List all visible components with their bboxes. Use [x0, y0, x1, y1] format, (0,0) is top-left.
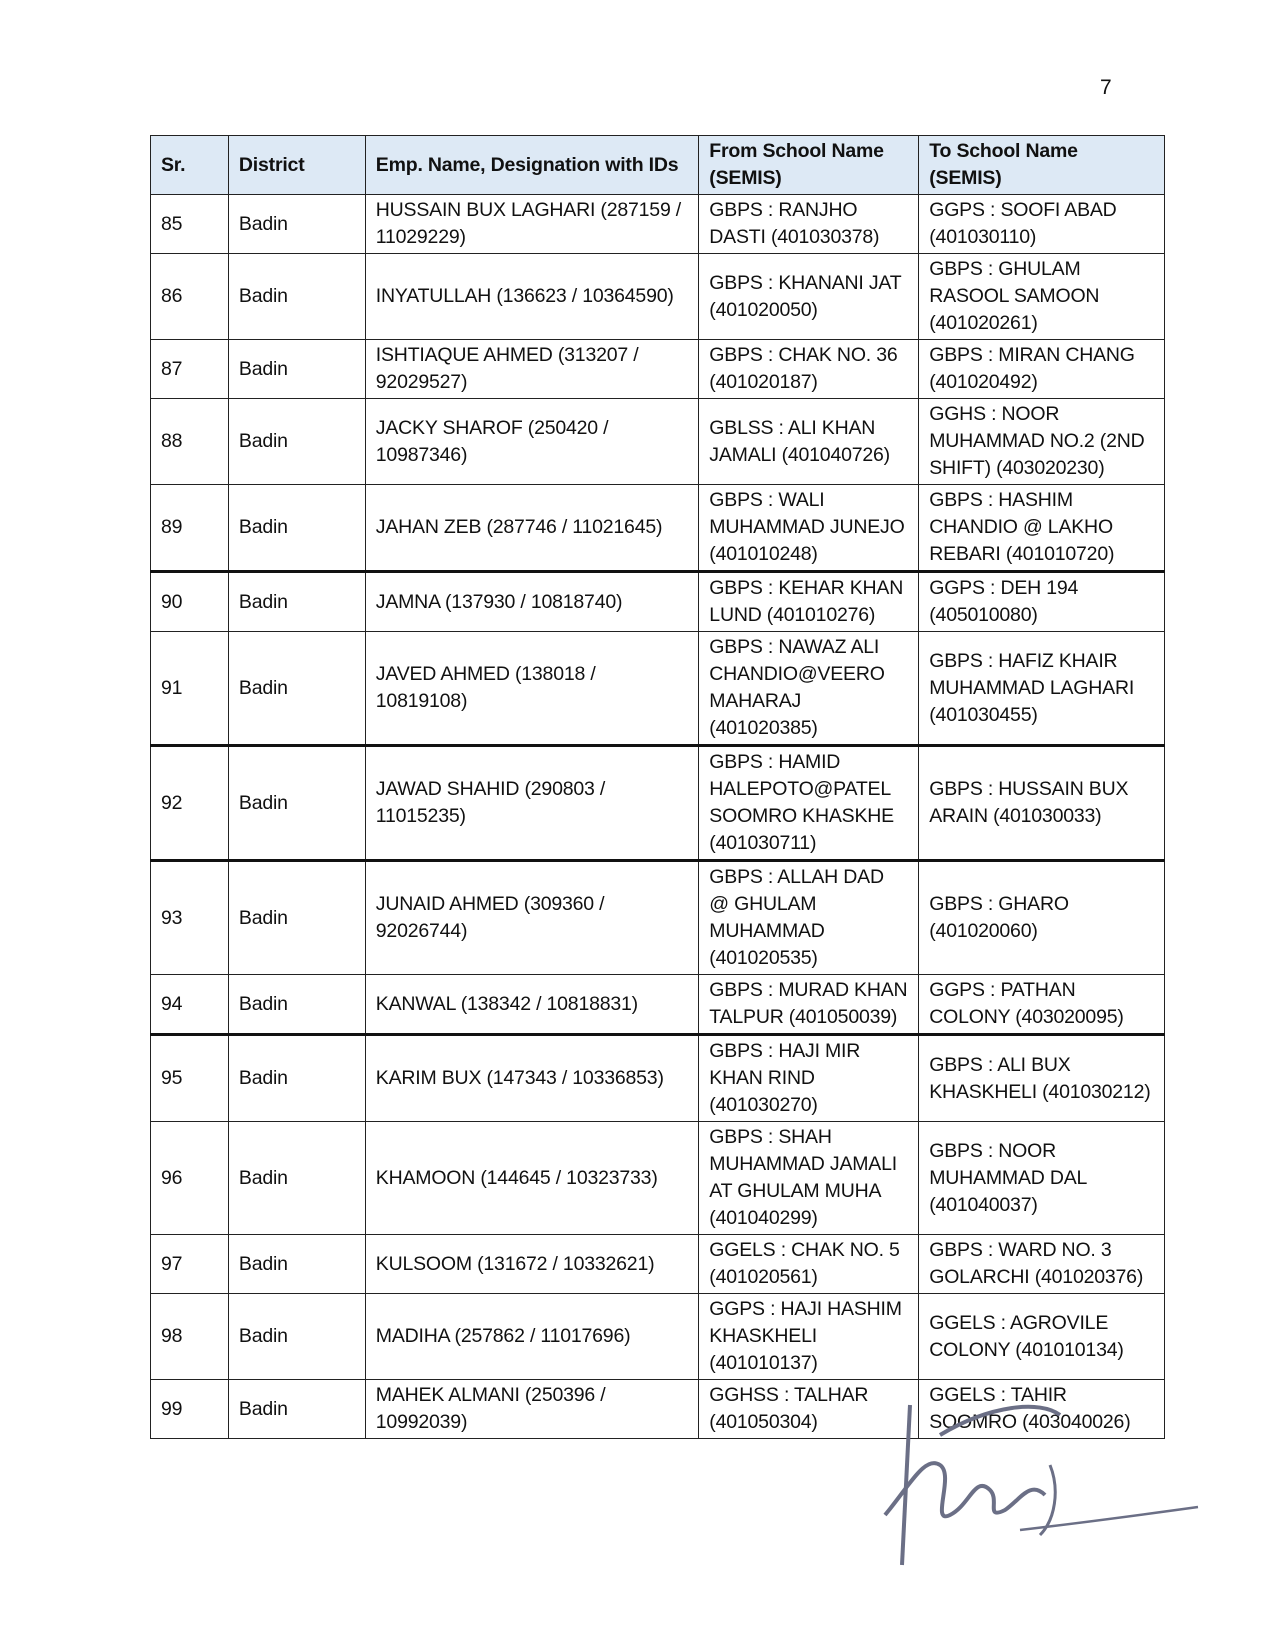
table-row — [151, 1035, 1165, 1122]
cell-to-school: GBPS : GHULAM RASOOL SAMOON (401020261) — [919, 254, 1165, 340]
cell-from-school: GBPS : HAMID HALEPOTO@PATEL SOOMRO KHASKHE (401030711) — [699, 746, 919, 861]
cell-sr: 91 — [151, 632, 229, 746]
cell-employee: MADIHA (257862 / 11017696) — [365, 1294, 699, 1380]
cell-sr: 89 — [151, 485, 229, 572]
cell-district: Badin — [228, 975, 365, 1035]
cell-to-school: GBPS : WARD NO. 3 GOLARCHI (401020376) — [919, 1235, 1165, 1294]
cell-employee: JAMNA (137930 / 10818740) — [365, 572, 699, 632]
transfer-table — [150, 135, 1165, 1439]
cell-to-school: GGPS : DEH 194 (405010080) — [919, 572, 1165, 632]
cell-sr: 97 — [151, 1235, 229, 1294]
cell-from-school: GBPS : WALI MUHAMMAD JUNEJO (401010248) — [699, 485, 919, 572]
cell-from-school: GGHSS : TALHAR (401050304) — [699, 1380, 919, 1439]
cell-sr: 96 — [151, 1122, 229, 1235]
header-district: District — [228, 136, 365, 195]
cell-district: Badin — [228, 746, 365, 861]
cell-sr: 98 — [151, 1294, 229, 1380]
cell-from-school: GBLSS : ALI KHAN JAMALI (401040726) — [699, 399, 919, 485]
table-row — [151, 632, 1165, 746]
cell-to-school: GGELS : AGROVILE COLONY (401010134) — [919, 1294, 1165, 1380]
cell-district: Badin — [228, 485, 365, 572]
cell-to-school: GGHS : NOOR MUHAMMAD NO.2 (2ND SHIFT) (403020230) — [919, 399, 1165, 485]
table-row — [151, 861, 1165, 975]
table-row — [151, 572, 1165, 632]
cell-from-school: GGELS : CHAK NO. 5 (401020561) — [699, 1235, 919, 1294]
cell-sr: 93 — [151, 861, 229, 975]
table-row — [151, 975, 1165, 1035]
cell-to-school: GGPS : PATHAN COLONY (403020095) — [919, 975, 1165, 1035]
cell-sr: 99 — [151, 1380, 229, 1439]
cell-employee: JACKY SHAROF (250420 / 10987346) — [365, 399, 699, 485]
cell-to-school: GBPS : ALI BUX KHASKHELI (401030212) — [919, 1035, 1165, 1122]
cell-district: Badin — [228, 399, 365, 485]
cell-district: Badin — [228, 195, 365, 254]
cell-employee: ISHTIAQUE AHMED (313207 / 92029527) — [365, 340, 699, 399]
cell-employee: KULSOOM (131672 / 10332621) — [365, 1235, 699, 1294]
cell-sr: 94 — [151, 975, 229, 1035]
table-row — [151, 1380, 1165, 1439]
table-row — [151, 746, 1165, 861]
cell-employee: MAHEK ALMANI (250396 / 10992039) — [365, 1380, 699, 1439]
header-to-school: To School Name (SEMIS) — [919, 136, 1165, 195]
cell-employee: HUSSAIN BUX LAGHARI (287159 / 11029229) — [365, 195, 699, 254]
cell-from-school: GBPS : KHANANI JAT (401020050) — [699, 254, 919, 340]
cell-employee: JAWAD SHAHID (290803 / 11015235) — [365, 746, 699, 861]
header-sr: Sr. — [151, 136, 229, 195]
cell-to-school: GBPS : HAFIZ KHAIR MUHAMMAD LAGHARI (401030455) — [919, 632, 1165, 746]
table-row — [151, 1235, 1165, 1294]
cell-district: Badin — [228, 632, 365, 746]
cell-to-school: GGELS : TAHIR SOOMRO (403040026) — [919, 1380, 1165, 1439]
cell-sr: 95 — [151, 1035, 229, 1122]
table-row — [151, 1294, 1165, 1380]
cell-sr: 92 — [151, 746, 229, 861]
header-employee: Emp. Name, Designation with IDs — [365, 136, 699, 195]
cell-to-school: GBPS : MIRAN CHANG (401020492) — [919, 340, 1165, 399]
cell-employee: KHAMOON (144645 / 10323733) — [365, 1122, 699, 1235]
table-row — [151, 340, 1165, 399]
cell-employee: JAVED AHMED (138018 / 10819108) — [365, 632, 699, 746]
cell-employee: JUNAID AHMED (309360 / 92026744) — [365, 861, 699, 975]
page-number: 7 — [1100, 76, 1112, 99]
header-from-school: From School Name (SEMIS) — [699, 136, 919, 195]
cell-from-school: GGPS : HAJI HASHIM KHASKHELI (401010137) — [699, 1294, 919, 1380]
cell-district: Badin — [228, 1122, 365, 1235]
cell-from-school: GBPS : SHAH MUHAMMAD JAMALI AT GHULAM MUHA (401040299) — [699, 1122, 919, 1235]
cell-district: Badin — [228, 1294, 365, 1380]
table-row — [151, 254, 1165, 340]
cell-from-school: GBPS : HAJI MIR KHAN RIND (401030270) — [699, 1035, 919, 1122]
table-row — [151, 1122, 1165, 1235]
cell-sr: 87 — [151, 340, 229, 399]
cell-district: Badin — [228, 1035, 365, 1122]
cell-employee: INYATULLAH (136623 / 10364590) — [365, 254, 699, 340]
cell-district: Badin — [228, 340, 365, 399]
cell-district: Badin — [228, 861, 365, 975]
cell-to-school: GGPS : SOOFI ABAD (401030110) — [919, 195, 1165, 254]
cell-from-school: GBPS : CHAK NO. 36 (401020187) — [699, 340, 919, 399]
cell-to-school: GBPS : HUSSAIN BUX ARAIN (401030033) — [919, 746, 1165, 861]
cell-employee: KARIM BUX (147343 / 10336853) — [365, 1035, 699, 1122]
cell-employee: JAHAN ZEB (287746 / 11021645) — [365, 485, 699, 572]
cell-district: Badin — [228, 1235, 365, 1294]
table-row — [151, 195, 1165, 254]
cell-sr: 85 — [151, 195, 229, 254]
cell-from-school: GBPS : KEHAR KHAN LUND (401010276) — [699, 572, 919, 632]
table-row — [151, 485, 1165, 572]
cell-to-school: GBPS : NOOR MUHAMMAD DAL (401040037) — [919, 1122, 1165, 1235]
cell-district: Badin — [228, 254, 365, 340]
cell-employee: KANWAL (138342 / 10818831) — [365, 975, 699, 1035]
cell-sr: 86 — [151, 254, 229, 340]
cell-from-school: GBPS : RANJHO DASTI (401030378) — [699, 195, 919, 254]
table-row — [151, 399, 1165, 485]
cell-sr: 90 — [151, 572, 229, 632]
cell-to-school: GBPS : HASHIM CHANDIO @ LAKHO REBARI (401010720) — [919, 485, 1165, 572]
cell-from-school: GBPS : NAWAZ ALI CHANDIO@VEERO MAHARAJ (401020385) — [699, 632, 919, 746]
cell-from-school: GBPS : ALLAH DAD @ GHULAM MUHAMMAD (401020535) — [699, 861, 919, 975]
table-header-row — [151, 136, 1165, 195]
cell-district: Badin — [228, 1380, 365, 1439]
cell-to-school: GBPS : GHARO (401020060) — [919, 861, 1165, 975]
cell-sr: 88 — [151, 399, 229, 485]
cell-district: Badin — [228, 572, 365, 632]
cell-from-school: GBPS : MURAD KHAN TALPUR (401050039) — [699, 975, 919, 1035]
